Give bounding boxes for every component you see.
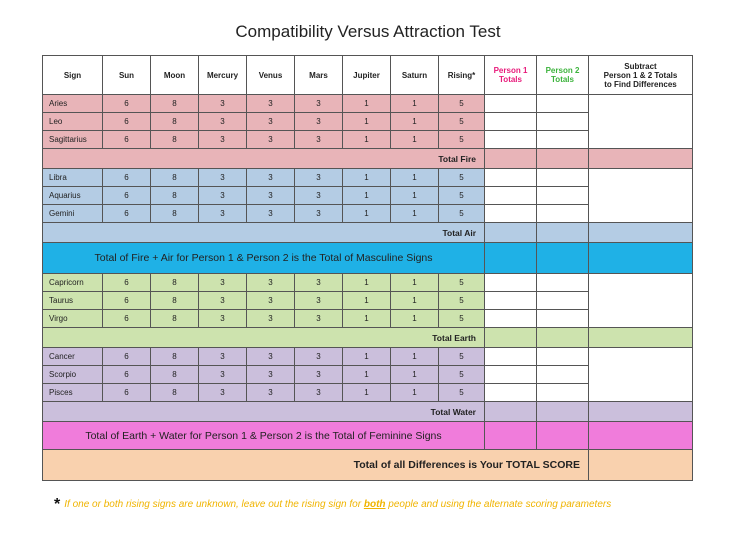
person2-total-cell[interactable]: [537, 310, 589, 328]
header-person1-line1: Person 1: [493, 66, 528, 75]
planet-value: 6: [103, 113, 151, 131]
total-fire-row: [43, 149, 693, 169]
person1-total-cell[interactable]: [485, 187, 537, 205]
planet-value: 3: [199, 274, 247, 292]
planet-value: 3: [295, 169, 343, 187]
person1-total-cell[interactable]: [485, 292, 537, 310]
planet-value: 3: [199, 131, 247, 149]
planet-value: 5: [439, 205, 485, 223]
person1-total-cell[interactable]: [485, 274, 537, 292]
person1-total-cell[interactable]: [485, 169, 537, 187]
planet-value: 8: [151, 95, 199, 113]
total-air-row: [43, 223, 693, 243]
person2-total-cell[interactable]: [537, 169, 589, 187]
planet-value: 8: [151, 310, 199, 328]
header-person1-line2: Totals: [499, 75, 522, 84]
planet-value: 1: [343, 366, 391, 384]
planet-value: 3: [199, 187, 247, 205]
planet-value: 5: [439, 310, 485, 328]
planet-value: 3: [247, 274, 295, 292]
person2-total-cell[interactable]: [537, 187, 589, 205]
planet-value: 3: [295, 292, 343, 310]
feminine-total-person2[interactable]: [537, 422, 589, 450]
planet-value: 1: [343, 274, 391, 292]
header-person2-line2: Totals: [551, 75, 574, 84]
planet-value: 3: [199, 348, 247, 366]
planet-value: 1: [343, 348, 391, 366]
planet-value: 1: [343, 187, 391, 205]
feminine-total-label: Total of Earth + Water for Person 1 & Person 2 is the Total of Feminine Signs: [43, 422, 485, 450]
sign-name: Virgo: [43, 310, 103, 328]
planet-value: 1: [391, 187, 439, 205]
planet-value: 3: [295, 348, 343, 366]
header-subtract: [589, 56, 693, 95]
planet-value: 6: [103, 274, 151, 292]
total-fire-person2[interactable]: [537, 149, 589, 169]
planet-value: 5: [439, 187, 485, 205]
planet-value: 3: [295, 384, 343, 402]
total-fire-difference[interactable]: [589, 149, 693, 169]
total-score-label: Total of all Differences is Your TOTAL SCORE: [43, 450, 589, 481]
planet-value: 1: [343, 169, 391, 187]
planet-value: 6: [103, 292, 151, 310]
header-person2-line1: Person 2: [545, 66, 580, 75]
difference-cell[interactable]: [589, 95, 693, 149]
planet-value: 1: [343, 292, 391, 310]
planet-value: 3: [199, 205, 247, 223]
planet-value: 5: [439, 95, 485, 113]
planet-value: 1: [391, 348, 439, 366]
person1-total-cell[interactable]: [485, 348, 537, 366]
total-water-difference[interactable]: [589, 402, 693, 422]
difference-cell[interactable]: [589, 169, 693, 223]
sign-name: Gemini: [43, 205, 103, 223]
planet-value: 3: [295, 205, 343, 223]
planet-value: 3: [295, 187, 343, 205]
planet-value: 8: [151, 384, 199, 402]
planet-value: 6: [103, 310, 151, 328]
planet-value: 1: [391, 292, 439, 310]
sign-name: Cancer: [43, 348, 103, 366]
planet-value: 8: [151, 205, 199, 223]
sign-name: Scorpio: [43, 366, 103, 384]
planet-value: 3: [247, 366, 295, 384]
footnote: [54, 494, 611, 512]
planet-value: 3: [199, 310, 247, 328]
person2-total-cell[interactable]: [537, 131, 589, 149]
planet-value: 3: [199, 169, 247, 187]
person2-total-cell[interactable]: [537, 113, 589, 131]
planet-value: 1: [343, 384, 391, 402]
planet-value: 8: [151, 169, 199, 187]
planet-value: 8: [151, 292, 199, 310]
header-person2-totals: [537, 56, 589, 95]
planet-value: 5: [439, 292, 485, 310]
header-sign: Sign: [43, 56, 103, 95]
total-air-person2[interactable]: [537, 223, 589, 243]
total-earth-label: Total Earth: [43, 328, 485, 348]
header-subtract-line2: Person 1 & 2 Totals: [603, 70, 678, 80]
planet-value: 3: [247, 169, 295, 187]
planet-value: 3: [247, 95, 295, 113]
planet-value: 3: [247, 384, 295, 402]
planet-value: 1: [343, 310, 391, 328]
header-subtract-line3: to Find Differences: [604, 79, 677, 89]
masculine-total-person1[interactable]: [485, 243, 537, 274]
total-fire-label: Total Fire: [43, 149, 485, 169]
sign-name: Aquarius: [43, 187, 103, 205]
person1-total-cell[interactable]: [485, 310, 537, 328]
planet-value: 6: [103, 95, 151, 113]
planet-value: 3: [247, 187, 295, 205]
planet-value: 1: [343, 95, 391, 113]
planet-value: 1: [391, 131, 439, 149]
header-jupiter: Jupiter: [343, 56, 391, 95]
planet-value: 6: [103, 205, 151, 223]
sign-row-libra: [43, 169, 693, 187]
planet-value: 1: [391, 113, 439, 131]
planet-value: 8: [151, 274, 199, 292]
total-score-row: [43, 450, 693, 481]
header-person1-totals: [485, 56, 537, 95]
sign-name: Aries: [43, 95, 103, 113]
planet-value: 8: [151, 348, 199, 366]
planet-value: 3: [295, 95, 343, 113]
sign-name: Leo: [43, 113, 103, 131]
total-fire-person1[interactable]: [485, 149, 537, 169]
planet-value: 5: [439, 169, 485, 187]
planet-value: 3: [247, 310, 295, 328]
header-saturn: Saturn: [391, 56, 439, 95]
person1-total-cell[interactable]: [485, 95, 537, 113]
planet-value: 3: [199, 113, 247, 131]
planet-value: 5: [439, 366, 485, 384]
footnote-text-before: If one or both rising signs are unknown, leave out the rising sign for: [64, 499, 364, 510]
person1-total-cell[interactable]: [485, 205, 537, 223]
planet-value: 6: [103, 348, 151, 366]
person2-total-cell[interactable]: [537, 95, 589, 113]
header-sun: Sun: [103, 56, 151, 95]
header-row: [43, 56, 693, 95]
total-score-cell[interactable]: [589, 450, 693, 481]
planet-value: 8: [151, 113, 199, 131]
planet-value: 5: [439, 113, 485, 131]
total-earth-row: [43, 328, 693, 348]
total-earth-person1[interactable]: [485, 328, 537, 348]
footnote-text-after: people and using the alternate scoring parameters: [385, 499, 612, 510]
footnote-star: *: [54, 496, 61, 513]
planet-value: 3: [199, 95, 247, 113]
header-rising: Rising*: [439, 56, 485, 95]
total-earth-person2[interactable]: [537, 328, 589, 348]
planet-value: 8: [151, 366, 199, 384]
total-water-person1[interactable]: [485, 402, 537, 422]
header-venus: Venus: [247, 56, 295, 95]
sign-name: Sagittarius: [43, 131, 103, 149]
sign-name: Pisces: [43, 384, 103, 402]
planet-value: 8: [151, 131, 199, 149]
planet-value: 3: [199, 366, 247, 384]
planet-value: 3: [247, 113, 295, 131]
planet-value: 3: [199, 292, 247, 310]
masculine-total-label: Total of Fire + Air for Person 1 & Person 2 is the Total of Masculine Signs: [43, 243, 485, 274]
person2-total-cell[interactable]: [537, 274, 589, 292]
person1-total-cell[interactable]: [485, 131, 537, 149]
planet-value: 6: [103, 169, 151, 187]
planet-value: 5: [439, 348, 485, 366]
total-water-person2[interactable]: [537, 402, 589, 422]
planet-value: 3: [295, 274, 343, 292]
planet-value: 1: [391, 366, 439, 384]
feminine-total-difference[interactable]: [589, 422, 693, 450]
page-title: Compatibility Versus Attraction Test: [235, 22, 501, 41]
person2-total-cell[interactable]: [537, 292, 589, 310]
planet-value: 6: [103, 187, 151, 205]
header-moon: Moon: [151, 56, 199, 95]
header-mercury: Mercury: [199, 56, 247, 95]
sign-name: Capricorn: [43, 274, 103, 292]
planet-value: 5: [439, 274, 485, 292]
planet-value: 1: [391, 384, 439, 402]
feminine-total-row: [43, 422, 693, 450]
planet-value: 3: [295, 131, 343, 149]
compatibility-table: [42, 55, 693, 481]
masculine-total-person2[interactable]: [537, 243, 589, 274]
person2-total-cell[interactable]: [537, 366, 589, 384]
total-air-difference[interactable]: [589, 223, 693, 243]
planet-value: 1: [343, 131, 391, 149]
sign-row-cancer: [43, 348, 693, 366]
person2-total-cell[interactable]: [537, 348, 589, 366]
planet-value: 1: [391, 95, 439, 113]
planet-value: 6: [103, 384, 151, 402]
planet-value: 1: [343, 205, 391, 223]
difference-cell[interactable]: [589, 348, 693, 402]
sign-row-capricorn: [43, 274, 693, 292]
feminine-total-person1[interactable]: [485, 422, 537, 450]
person2-total-cell[interactable]: [537, 205, 589, 223]
planet-value: 3: [295, 310, 343, 328]
masculine-total-row: [43, 243, 693, 274]
planet-value: 1: [391, 310, 439, 328]
masculine-total-difference[interactable]: [589, 243, 693, 274]
planet-value: 3: [295, 366, 343, 384]
person2-total-cell[interactable]: [537, 384, 589, 402]
sign-row-aries: [43, 95, 693, 113]
total-water-label: Total Water: [43, 402, 485, 422]
planet-value: 3: [247, 348, 295, 366]
person1-total-cell[interactable]: [485, 113, 537, 131]
planet-value: 3: [247, 205, 295, 223]
planet-value: 1: [391, 169, 439, 187]
planet-value: 5: [439, 131, 485, 149]
planet-value: 1: [343, 113, 391, 131]
total-air-label: Total Air: [43, 223, 485, 243]
planet-value: 3: [199, 384, 247, 402]
total-earth-difference[interactable]: [589, 328, 693, 348]
header-subtract-line1: Subtract: [624, 61, 657, 71]
footnote-emphasis: both: [363, 499, 386, 510]
planet-value: 8: [151, 187, 199, 205]
person1-total-cell[interactable]: [485, 384, 537, 402]
total-air-person1[interactable]: [485, 223, 537, 243]
planet-value: 3: [247, 131, 295, 149]
planet-value: 6: [103, 131, 151, 149]
sign-name: Libra: [43, 169, 103, 187]
planet-value: 3: [295, 113, 343, 131]
header-mars: Mars: [295, 56, 343, 95]
difference-cell[interactable]: [589, 274, 693, 328]
planet-value: 6: [103, 366, 151, 384]
sign-name: Taurus: [43, 292, 103, 310]
planet-value: 3: [247, 292, 295, 310]
planet-value: 5: [439, 384, 485, 402]
planet-value: 1: [391, 274, 439, 292]
person1-total-cell[interactable]: [485, 366, 537, 384]
planet-value: 1: [391, 205, 439, 223]
total-water-row: [43, 402, 693, 422]
